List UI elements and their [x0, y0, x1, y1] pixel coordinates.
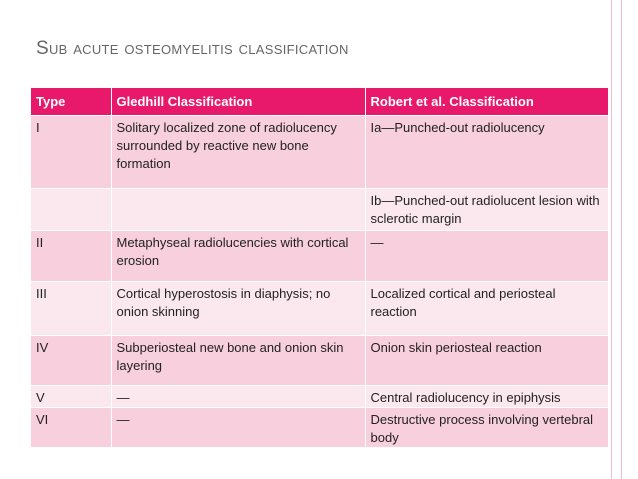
cell-type: IV: [31, 336, 111, 386]
cell-gledhill: —: [111, 408, 365, 448]
table-row: [31, 116, 608, 189]
decorative-line: [611, 0, 612, 479]
table-row: [31, 386, 608, 408]
cell-gledhill: —: [111, 386, 365, 408]
header-robert: Robert et al. Classification: [365, 88, 608, 116]
cell-robert: Central radiolucency in epiphysis: [365, 386, 608, 408]
cell-type: V: [31, 386, 111, 408]
cell-robert: Localized cortical and periosteal reaction: [365, 282, 608, 336]
decorative-line: [621, 0, 622, 479]
table-header-row: [31, 88, 608, 116]
table-row: [31, 231, 608, 282]
cell-gledhill: Solitary localized zone of radiolucency surrounded by reactive new bone formation: [111, 116, 365, 189]
slide-title: Sub acute osteomyelitis classification: [36, 38, 349, 59]
cell-type: I: [31, 116, 111, 189]
cell-robert: Onion skin periosteal reaction: [365, 336, 608, 386]
cell-gledhill: Metaphyseal radiolucencies with cortical erosion: [111, 231, 365, 282]
table-row: [31, 408, 608, 448]
cell-type: II: [31, 231, 111, 282]
header-type: Type: [31, 88, 111, 116]
cell-gledhill: [111, 189, 365, 231]
table-row: [31, 282, 608, 336]
cell-type: VI: [31, 408, 111, 448]
cell-type: [31, 189, 111, 231]
cell-robert: —: [365, 231, 608, 282]
cell-robert: Ia—Punched-out radiolucency: [365, 116, 608, 189]
cell-robert: Destructive process involving vertebral body: [365, 408, 608, 448]
header-gledhill: Gledhill Classification: [111, 88, 365, 116]
cell-gledhill: Subperiosteal new bone and onion skin layering: [111, 336, 365, 386]
table-row: [31, 189, 608, 231]
classification-table: [31, 88, 609, 448]
cell-robert: Ib—Punched-out radiolucent lesion with sclerotic margin: [365, 189, 608, 231]
cell-type: III: [31, 282, 111, 336]
cell-gledhill: Cortical hyperostosis in diaphysis; no onion skinning: [111, 282, 365, 336]
table-row: [31, 336, 608, 386]
